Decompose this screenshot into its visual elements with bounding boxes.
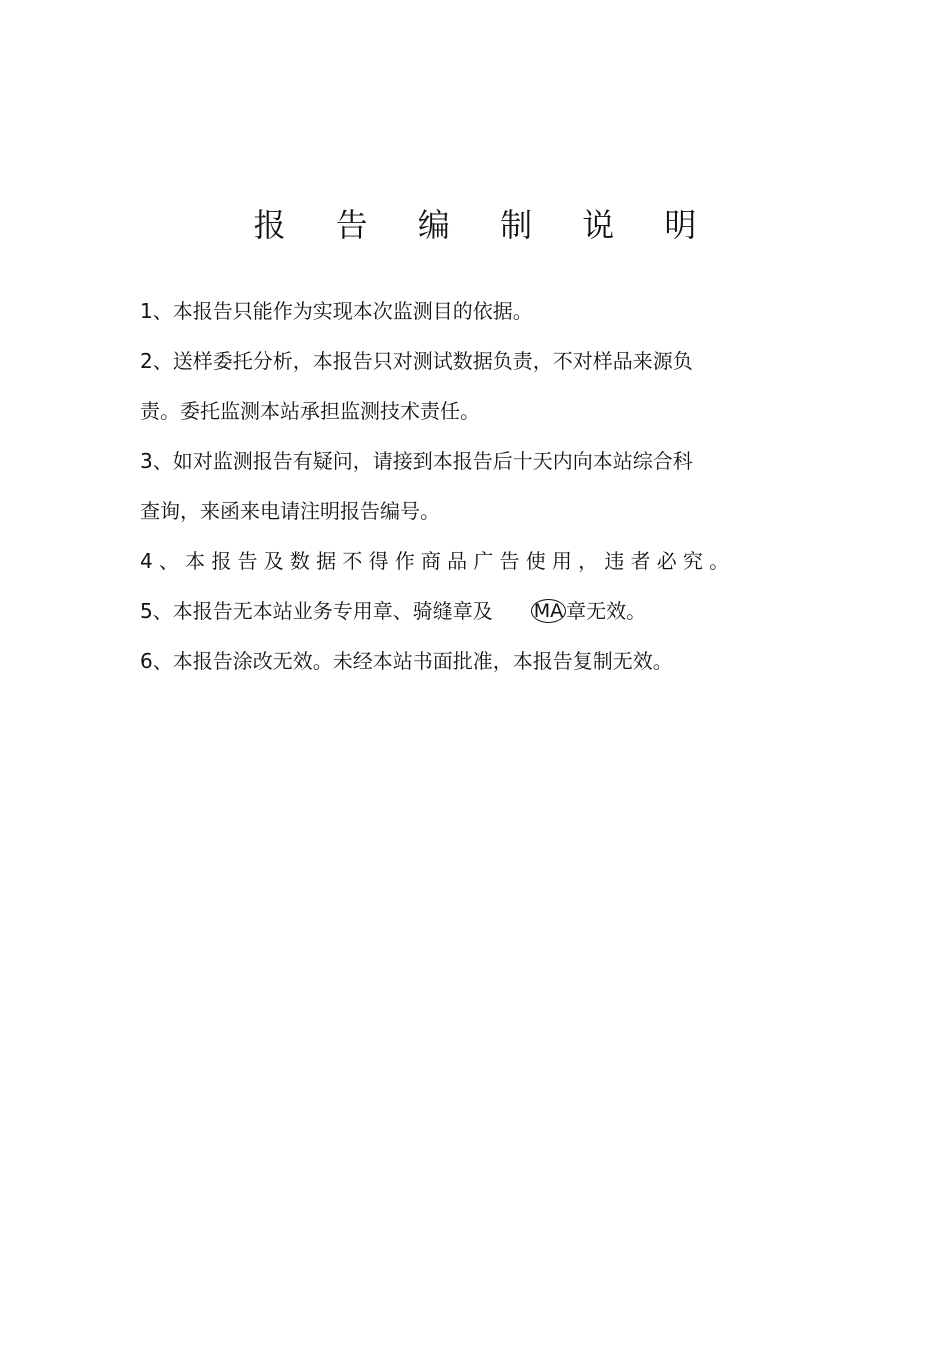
item-1: 1、本报告只能作为实现本次监测目的依据。 [140, 299, 533, 323]
item-2: 2、送样委托分析，本报告只对测试数据负责，不对样品来源负 [140, 349, 693, 373]
item-6: 6、本报告涂改无效。未经本站书面批准，本报告复制无效。 [140, 649, 673, 673]
item-5 [140, 586, 750, 636]
item-2-continued: 责。委托监测本站承担监测技术责任。 [140, 399, 480, 423]
item-5-suffix: 章无效。 [566, 599, 647, 623]
item-3-continued: 查询，来函来电请注明报告编号。 [140, 499, 440, 523]
document-title: 报 告 编 制 说 明 [253, 206, 717, 245]
document-body [140, 286, 750, 686]
item-4: 4、本报告及数据不得作商品广告使用，违者必究。 [140, 549, 736, 573]
ma-mark: MA [531, 599, 566, 623]
item-5-text: 5、本报告无本站业务专用章、骑缝章及 [140, 599, 493, 623]
item-3: 3、如对监测报告有疑问，请接到本报告后十天内向本站综合科 [140, 449, 693, 473]
